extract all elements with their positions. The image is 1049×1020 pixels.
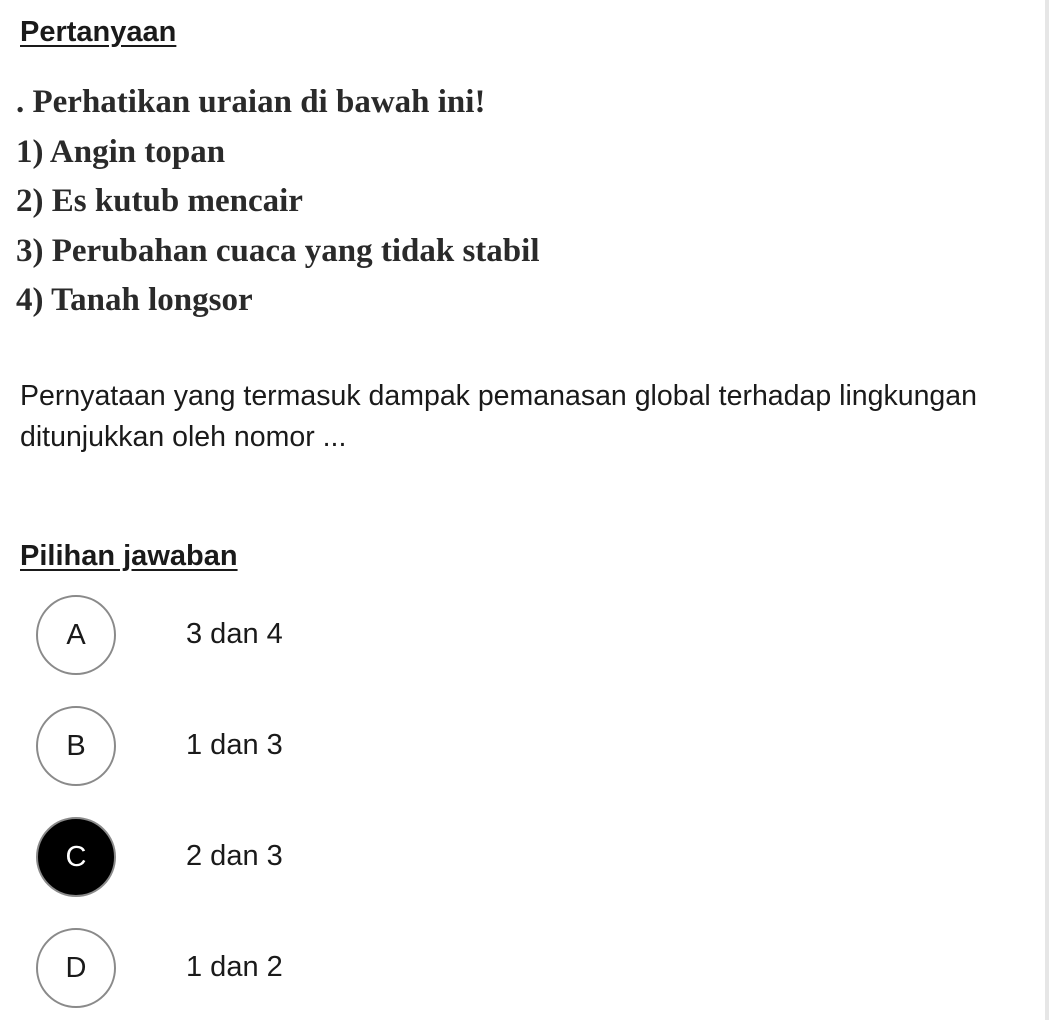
answer-option-a[interactable] xyxy=(36,595,736,675)
option-letter-circle[interactable]: D xyxy=(36,928,116,1008)
question-image-line: 1) Angin topan xyxy=(16,133,226,170)
question-heading: Pertanyaan xyxy=(20,16,177,48)
option-letter-circle[interactable]: B xyxy=(36,706,116,786)
question-image-line: 4) Tanah longsor xyxy=(16,282,253,318)
option-text[interactable]: 1 dan 2 xyxy=(186,951,283,983)
option-text[interactable]: 1 dan 3 xyxy=(186,729,283,761)
answer-option-d[interactable] xyxy=(36,928,736,1008)
answers-heading: Pilihan jawaban xyxy=(20,540,238,572)
question-prompt: Pernyataan yang termasuk dampak pemanasan global terhadap lingkungan ditunjukkan oleh nomor ... xyxy=(20,380,977,453)
question-image xyxy=(16,78,656,338)
option-text[interactable]: 3 dan 4 xyxy=(186,618,283,650)
question-image-line: 2) Es kutub mencair xyxy=(16,183,303,219)
question-image-line: 3) Perubahan cuaca yang tidak stabil xyxy=(16,232,540,269)
question-image-line: . Perhatikan uraian di bawah ini! xyxy=(16,84,486,120)
answer-option-c[interactable] xyxy=(36,817,736,897)
option-letter-circle[interactable]: A xyxy=(36,595,116,675)
option-letter-circle[interactable]: C xyxy=(36,817,116,897)
option-text[interactable]: 2 dan 3 xyxy=(186,840,283,872)
answer-option-b[interactable] xyxy=(36,706,736,786)
scroll-edge xyxy=(1045,0,1049,1020)
